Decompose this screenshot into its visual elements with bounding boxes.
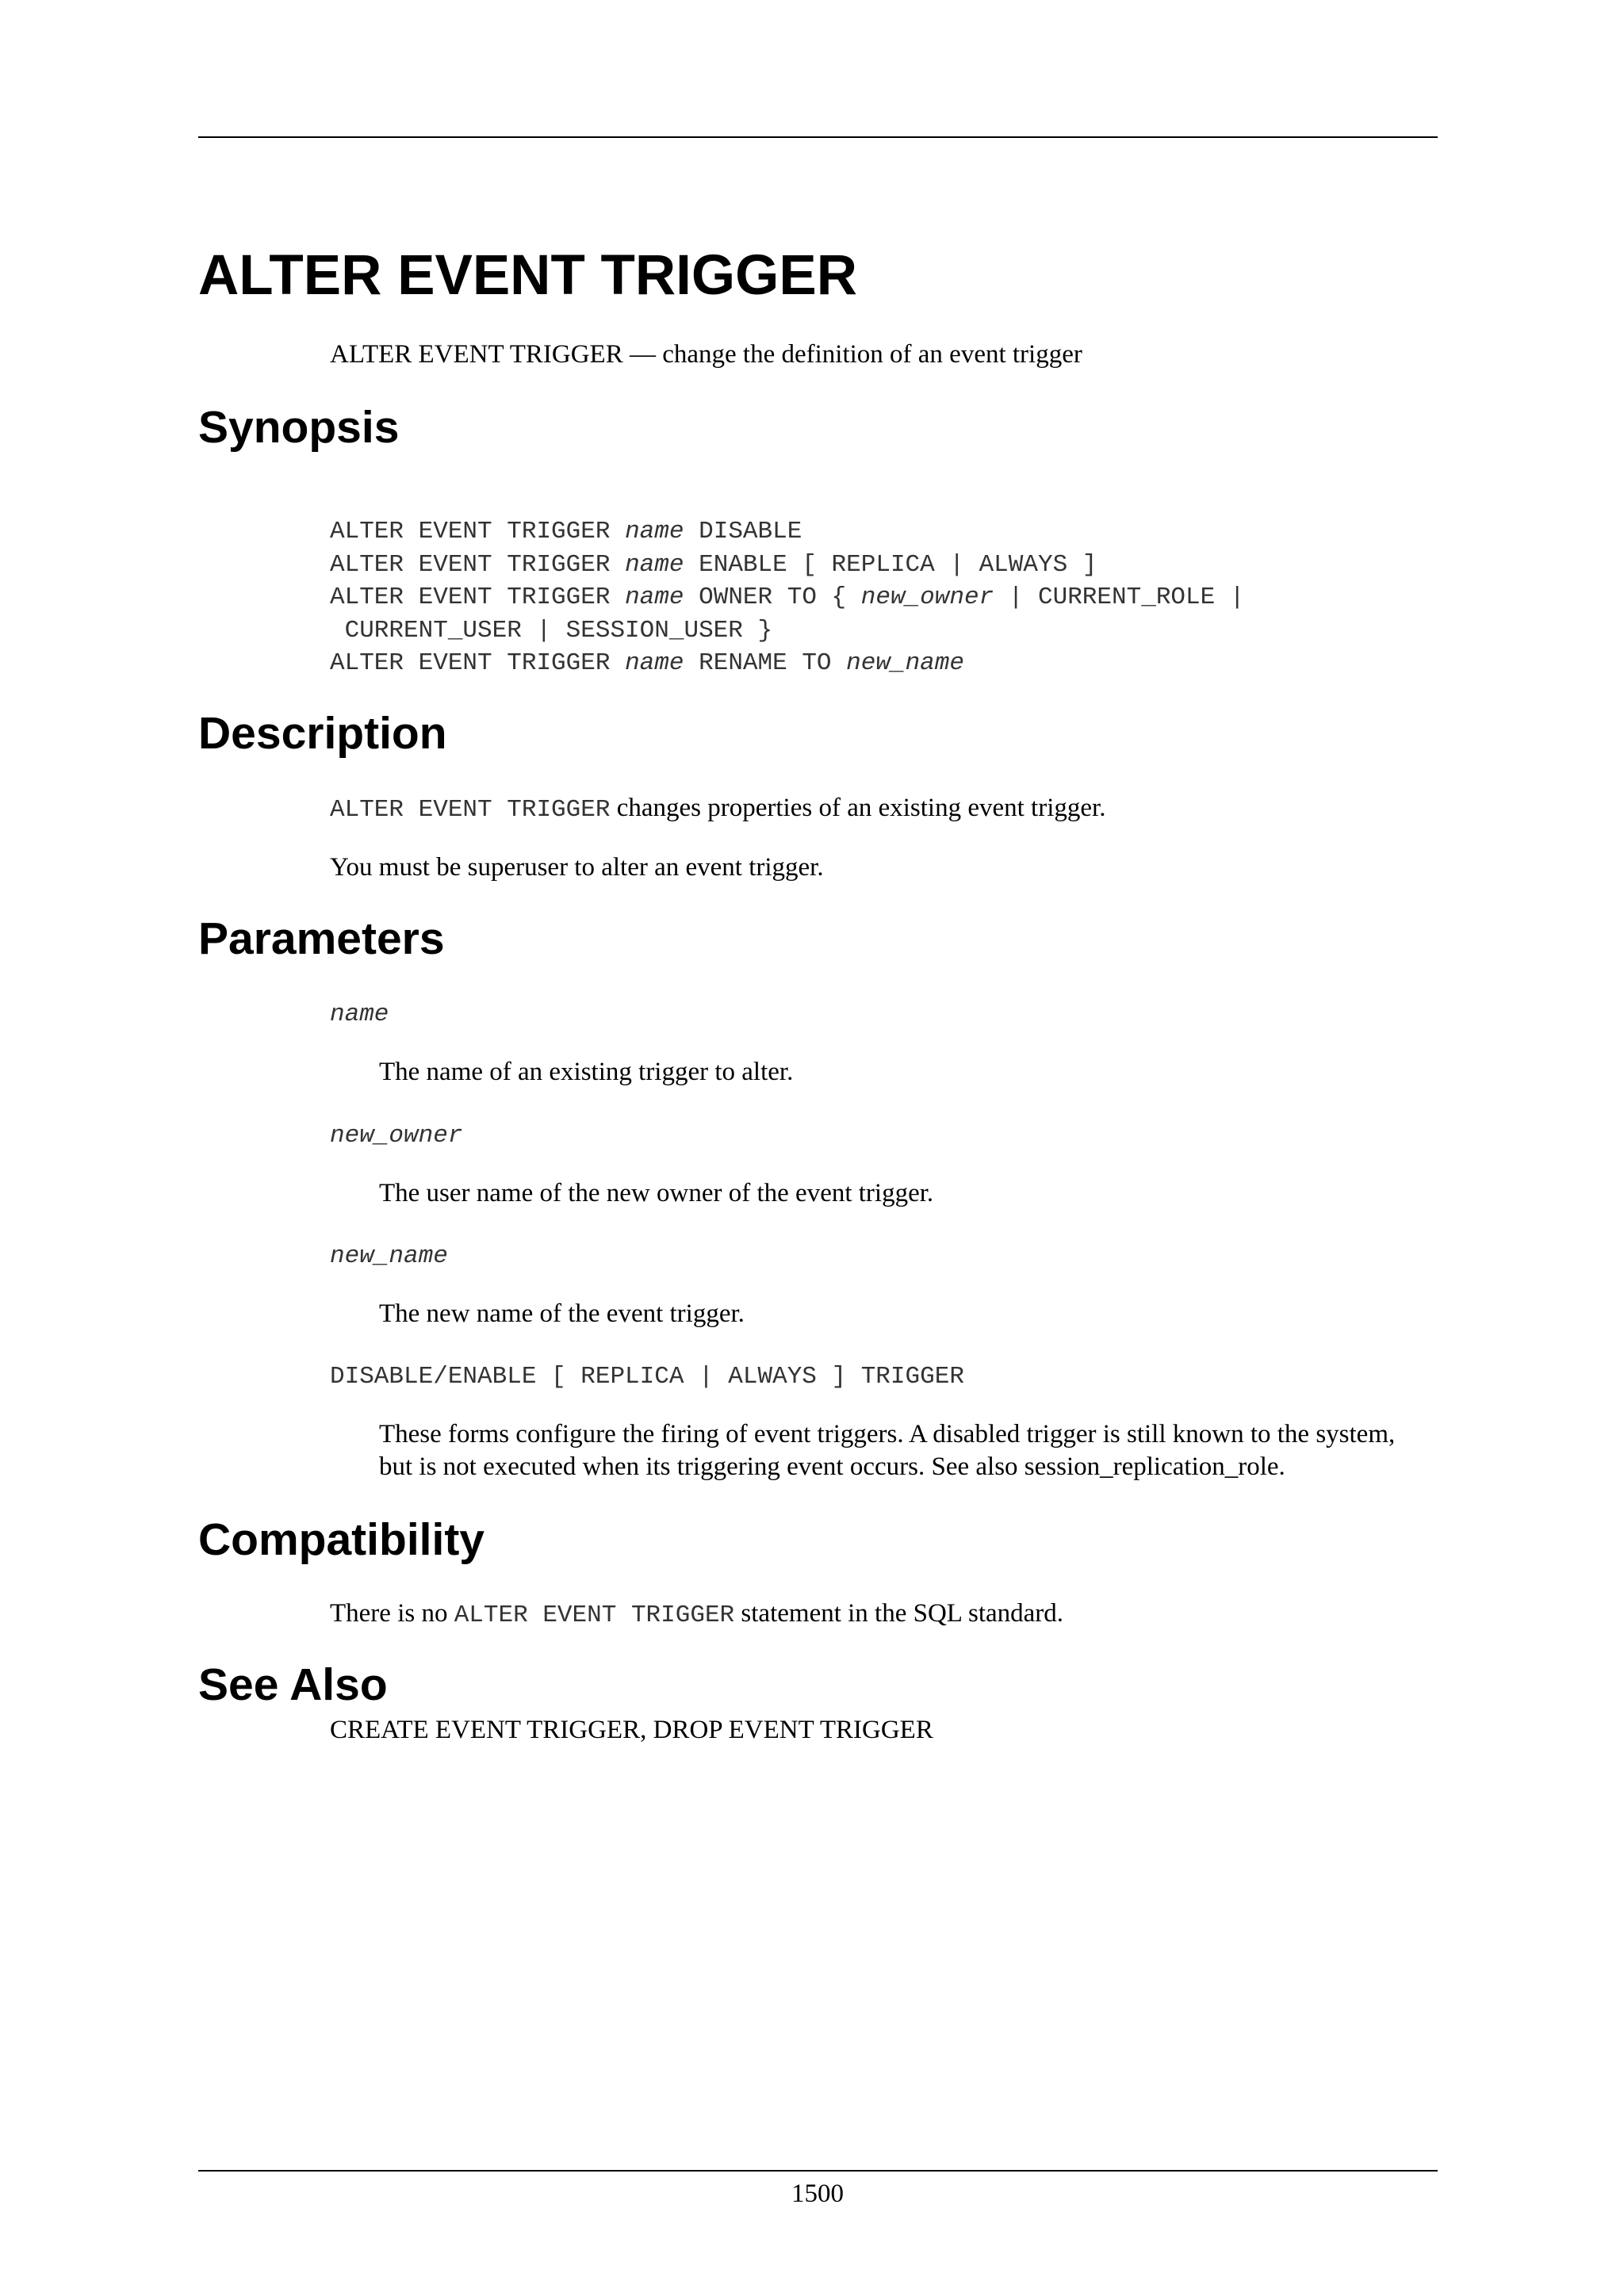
page-title: ALTER EVENT TRIGGER	[198, 244, 857, 307]
synopsis-line-1: ALTER EVENT TRIGGER name DISABLE	[330, 518, 802, 545]
description-paragraph-1: ALTER EVENT TRIGGER changes properties of an existing event trigger.	[330, 794, 1106, 824]
compatibility-paragraph: There is no ALTER EVENT TRIGGER statement in the SQL standard.	[330, 1599, 1064, 1629]
section-heading-synopsis: Synopsis	[198, 402, 400, 453]
parameter-desc-disable-enable-line-1: These forms configure the firing of event triggers. A disabled trigger is still known to the system,	[379, 1420, 1396, 1448]
synopsis-line-4: CURRENT_USER | SESSION_USER }	[330, 616, 773, 645]
section-heading-compatibility: Compatibility	[198, 1514, 485, 1565]
see-also-links: CREATE EVENT TRIGGER, DROP EVENT TRIGGER	[330, 1716, 933, 1744]
synopsis-line-5: ALTER EVENT TRIGGER name RENAME TO new_name	[330, 649, 964, 678]
page-number: 1500	[791, 2179, 844, 2208]
command-literal: ALTER EVENT TRIGGER	[454, 1601, 735, 1629]
refpurpose: ALTER EVENT TRIGGER — change the definition of an event trigger	[330, 340, 1082, 369]
synopsis-block	[330, 515, 1244, 680]
parameter-term-name: name	[330, 1001, 389, 1028]
synopsis-line-3: ALTER EVENT TRIGGER name OWNER TO { new_owner | CURRENT_ROLE |	[330, 584, 1245, 612]
parameter-term-disable-enable: DISABLE/ENABLE [ REPLICA | ALWAYS ] TRIGGER	[330, 1363, 964, 1391]
parameter-desc-new-name: The new name of the event trigger.	[379, 1299, 745, 1328]
section-heading-parameters: Parameters	[198, 913, 445, 964]
parameter-desc-name: The name of an existing trigger to alter.	[379, 1058, 794, 1086]
description-paragraph-2: You must be superuser to alter an event trigger.	[330, 853, 824, 882]
synopsis-line-2: ALTER EVENT TRIGGER name ENABLE [ REPLICA | ALWAYS ]	[330, 550, 1097, 579]
parameter-term-new-name: new_name	[330, 1242, 448, 1270]
parameter-desc-disable-enable-line-2: but is not executed when its triggering event occurs. See also session_replication_role.	[379, 1452, 1285, 1481]
parameter-desc-new-owner: The user name of the new owner of the event trigger.	[379, 1179, 934, 1207]
section-heading-description: Description	[198, 708, 447, 759]
header-rule	[198, 136, 1438, 138]
footer-rule	[198, 2170, 1438, 2172]
section-heading-see-also: See Also	[198, 1659, 388, 1710]
parameter-term-new-owner: new_owner	[330, 1122, 463, 1150]
command-literal: ALTER EVENT TRIGGER	[330, 796, 611, 824]
